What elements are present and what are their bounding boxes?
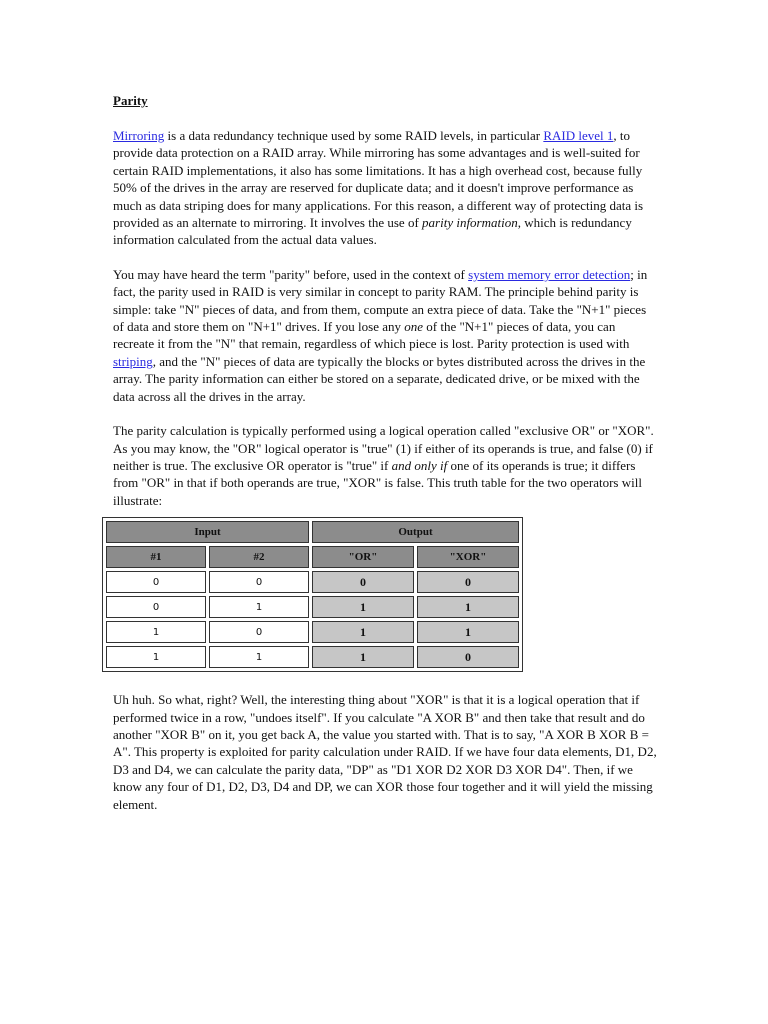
p2-text-4: , and the "N" pieces of data are typically the blocks or bytes distributed across the drives in the array. The parity information can either be stored on a separate, dedicated drive, or be mixed with the data across all the drives in the array. — [113, 353, 646, 404]
column-header-xor: "XOR" — [417, 546, 519, 568]
p3-text-1: The parity calculation is typically performed using a logical operation called "exclusive OR" or "XOR". As you may know, the "OR" logical operator is "true" (1) if either of its operands is true, and false (0) if neither is true. The exclusive OR operator is "true" if — [113, 423, 654, 473]
p2-text-2: ; in fact, the parity used in RAID is very similar in concept to parity RAM. The principle behind parity is simple: take "N" pieces of data, and from them, compute an extra piece of data. Take the "N+1" pieces of data and store them on "N+1" drives. If you lose any — [113, 266, 648, 335]
table-row — [106, 646, 519, 668]
table-row — [106, 571, 519, 593]
section-heading: Parity — [113, 93, 148, 108]
p1-text-2: , to provide data protection on a RAID array. While mirroring has some advantages and is well-suited for certain RAID implementations, it also has some limitations. It has a high overhead cost, because fully 50% of the drives in the array are reserved for duplicate data; and it doesn't improve performance as much as data striping does for many applications. For this reason, a different way of protecting data is provided as an alternate to mirroring. It involves the use of — [113, 128, 644, 231]
cell-input-1: 1 — [106, 621, 206, 643]
p1-text-1: is a data redundancy technique used by some RAID levels, in particular — [164, 128, 544, 143]
paragraph-parity-concept — [113, 266, 658, 405]
cell-or: 1 — [312, 646, 414, 668]
p3-text-2: one of its operands is true; it differs from "OR" in that if both operands are true, "XOR" is false. This truth table for the two operators will illustrate: — [113, 457, 642, 508]
cell-or: 1 — [312, 621, 414, 643]
p2-emphasis: one — [404, 319, 424, 335]
cell-input-2: 0 — [209, 621, 309, 643]
p1-text-3: , which is redundancy information calculated from the actual data values. — [113, 215, 632, 248]
p2-text-1: You may have heard the term "parity" before, used in the context of — [113, 266, 469, 282]
table-group-header-row — [106, 521, 519, 543]
cell-input-2: 0 — [209, 571, 309, 593]
document-page — [113, 92, 658, 830]
paragraph-xor-property: Uh huh. So what, right? Well, the interesting thing about "XOR" is that it is a logical operation that if performed twice in a row, "undoes itself". If you calculate "A XOR B" and then take that result and do another "XOR B" on it, you get back A, the value you started with. That is to say, "A XOR B XOR B = A". This property is exploited for parity calculation under RAID. If we have four data elements, D1, D2, D3 and D4, we can calculate the parity data, "DP" as "D1 XOR D2 XOR D3 XOR D4". Then, if we know any four of D1, D2, D3, D4 and DP, we can XOR those four together and it will yield the missing element. — [113, 692, 657, 812]
cell-input-1: 0 — [106, 571, 206, 593]
column-header-input-2: #2 — [209, 546, 309, 568]
table-row — [106, 621, 519, 643]
column-header-input-1: #1 — [106, 546, 206, 568]
cell-or: 1 — [312, 596, 414, 618]
cell-xor: 1 — [417, 621, 519, 643]
p2-text-3: of the "N+1" pieces of data, you can recreate it from the "N" that remain, regardless of which piece is lost. Parity protection is used with — [113, 319, 630, 352]
link-memory-error-detection[interactable]: system memory error detection — [468, 266, 631, 282]
p3-emphasis: and only if — [391, 457, 448, 473]
cell-xor: 0 — [417, 571, 519, 593]
paragraph-xor-intro — [113, 422, 658, 509]
table-column-header-row — [106, 546, 519, 568]
cell-input-1: 1 — [106, 646, 206, 668]
table-row — [106, 596, 519, 618]
cell-xor: 1 — [417, 596, 519, 618]
cell-or: 0 — [312, 571, 414, 593]
paragraph-mirroring — [113, 127, 658, 249]
group-header-output: Output — [312, 521, 519, 543]
column-header-or: "OR" — [312, 546, 414, 568]
p1-emphasis: parity information — [422, 215, 518, 231]
cell-xor: 0 — [417, 646, 519, 668]
link-mirroring[interactable]: Mirroring — [113, 128, 165, 143]
truth-table — [102, 517, 523, 672]
group-header-input: Input — [106, 521, 309, 543]
link-raid-level-1[interactable]: RAID level 1 — [543, 128, 614, 143]
link-striping[interactable]: striping — [113, 353, 153, 369]
cell-input-2: 1 — [209, 596, 309, 618]
cell-input-1: 0 — [106, 596, 206, 618]
cell-input-2: 1 — [209, 646, 309, 668]
